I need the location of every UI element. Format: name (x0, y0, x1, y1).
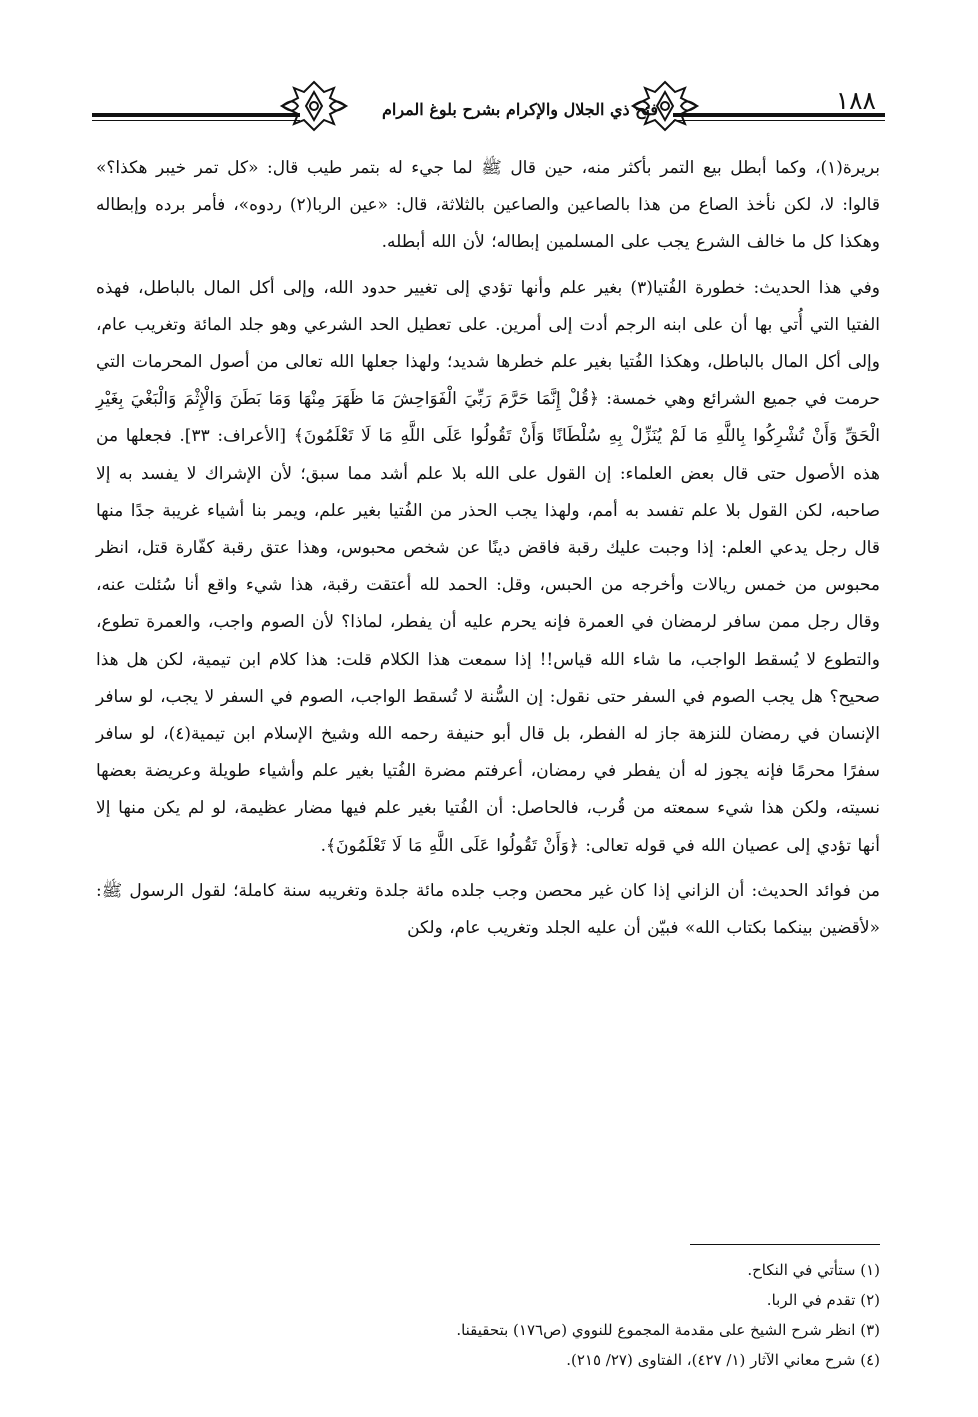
running-title: فتح ذي الجلال والإكرام بشرح بلوغ المرام (382, 100, 658, 119)
paragraph-2: وفي هذا الحديث: خطورة الفُتيا(٣) بغير علم وأنها تؤدي إلى تغيير حدود الله، وإلى أكل المال بالباطل، فهذه الفتيا التي أُتي بها أن على ابنه الرجم أدت إلى أمرين. على تعطيل الحد الشرعي وهو جلد المائة وتغريب عام، وإلى أكل المال بالباطل، وهكذا الفُتيا بغير علم خطرها شديد؛ ولهذا جعلها الله تعالى من أصول المحرمات التي حرمت في جميع الشرائع وهي خمسة: ﴿قُلْ إِنَّمَا حَرَّمَ رَبِّيَ الْفَوَاحِشَ مَا ظَهَرَ مِنْهَا وَمَا بَطَنَ وَالْإِثْمَ وَالْبَغْيَ بِغَيْرِ الْحَقِّ وَأَنْ تُشْرِكُوا بِاللَّهِ مَا لَمْ يُنَزِّلْ بِهِ سُلْطَانًا وَأَنْ تَقُولُوا عَلَى اللَّهِ مَا لَا تَعْلَمُونَ﴾ [الأعراف: ٣٣]. فجعلها من هذه الأصول حتى قال بعض العلماء: إن القول على الله بلا علم أشد مما سبق؛ لأن الإشراك لا يفسد به إلا صاحبه، لكن القول بلا علم تفسد به أمم، ولهذا يجب الحذر من الفُتيا بغير علم، ويمر بنا أشياء غريبة جدًا منها قال رجل يدعي العلم: إذا وجبت عليك رقبة فاقض دينًا عن شخص محبوس، وهذا عتق رقبة كفّارة قتل، انظر محبوس من خمس ريالات وأخرجه من الحبس، وقل: الحمد لله أعتقت رقبة، هذا شيء واقع أنا سُئلت عنه، وقال رجل ممن سافر لرمضان في العمرة فإنه يحرم عليه أن يفطر، لماذا؟ لأن الصوم واجب، والعمرة تطوع، والتطوع لا يُسقط الواجب، ما شاء الله قياس!! إذا سمعت هذا الكلام قلت: هذا كلام ابن تيمية، لكن هل هذا صحيح؟ هل يجب الصوم في السفر حتى نقول: إن السُّنة لا تُسقط الواجب، الصوم في السفر لا يجب، لو سافر الإنسان في رمضان للنزهة جاز له الفطر، بل قال أبو حنيفة رحمه الله وشيخ الإسلام ابن تيمية(٤)، لو سافر سفرًا محرمًا فإنه يجوز له أن يفطر في رمضان، أعرفتم مضرة الفُتيا بغير علم وأشياء طويلة وعريضة بعضها نسيته، ولكن هذا شيء سمعته من قُرب، فالحاصل: أن الفُتيا بغير علم فيها مضار عظيمة، لو لم يكن منها إلا أنها تؤدي إلى عصيان الله في قوله تعالى: ﴿وَأَنْ تَقُولُوا عَلَى اللَّهِ مَا لَا تَعْلَمُونَ﴾. (96, 277, 880, 856)
header-rule-right-thin (673, 120, 885, 121)
ornament-right-icon (629, 78, 701, 134)
header-rule-left-thin (92, 120, 300, 121)
footnote-4: (٤) شرح معاني الآثار (١/ ٤٢٧)، الفتاوى (٢٧/ ٢١٥). (566, 1351, 880, 1369)
main-text (96, 150, 880, 947)
ornament-left-icon (278, 78, 350, 134)
page-number: ١٨٨ (835, 86, 876, 115)
paragraph-3: من فوائد الحديث: أن الزاني إذا كان غير محصن وجب جلده مائة جلدة وتغريبه سنة كاملة؛ لقول الرسول ﷺ: «لأقضين بينكما بكتاب الله» فبيّن أن عليه الجلد وتغريب عام، ولكن (96, 880, 880, 939)
footnote-3: (٣) انظر شرح الشيخ على مقدمة المجموع للنووي (ص١٧٦) بتحقيقنا. (456, 1321, 880, 1339)
footnote-divider (690, 1244, 880, 1245)
page-header (92, 78, 882, 138)
footnote-2: (٢) تقدم في الربا. (766, 1291, 880, 1309)
footnotes (96, 1244, 880, 1375)
header-rule-left (92, 113, 300, 117)
footnote-1: (١) ستأتي في النكاح. (747, 1261, 880, 1279)
paragraph-1: بريرة(١)، وكما أبطل بيع التمر بأكثر منه، حين قال ﷺ لما جيء له بتمر طيب قال: «كل تمر خيبر هكذا؟» قالوا: لا، لكن نأخذ الصاع من هذا بالصاعين والصاعين بالثلاثة، قال: «عين الربا(٢) ردوه»، فأمر برده وإبطاله وهكذا كل ما خالف الشرع يجب على المسلمين إبطاله؛ لأن الله أبطله. (96, 158, 880, 253)
